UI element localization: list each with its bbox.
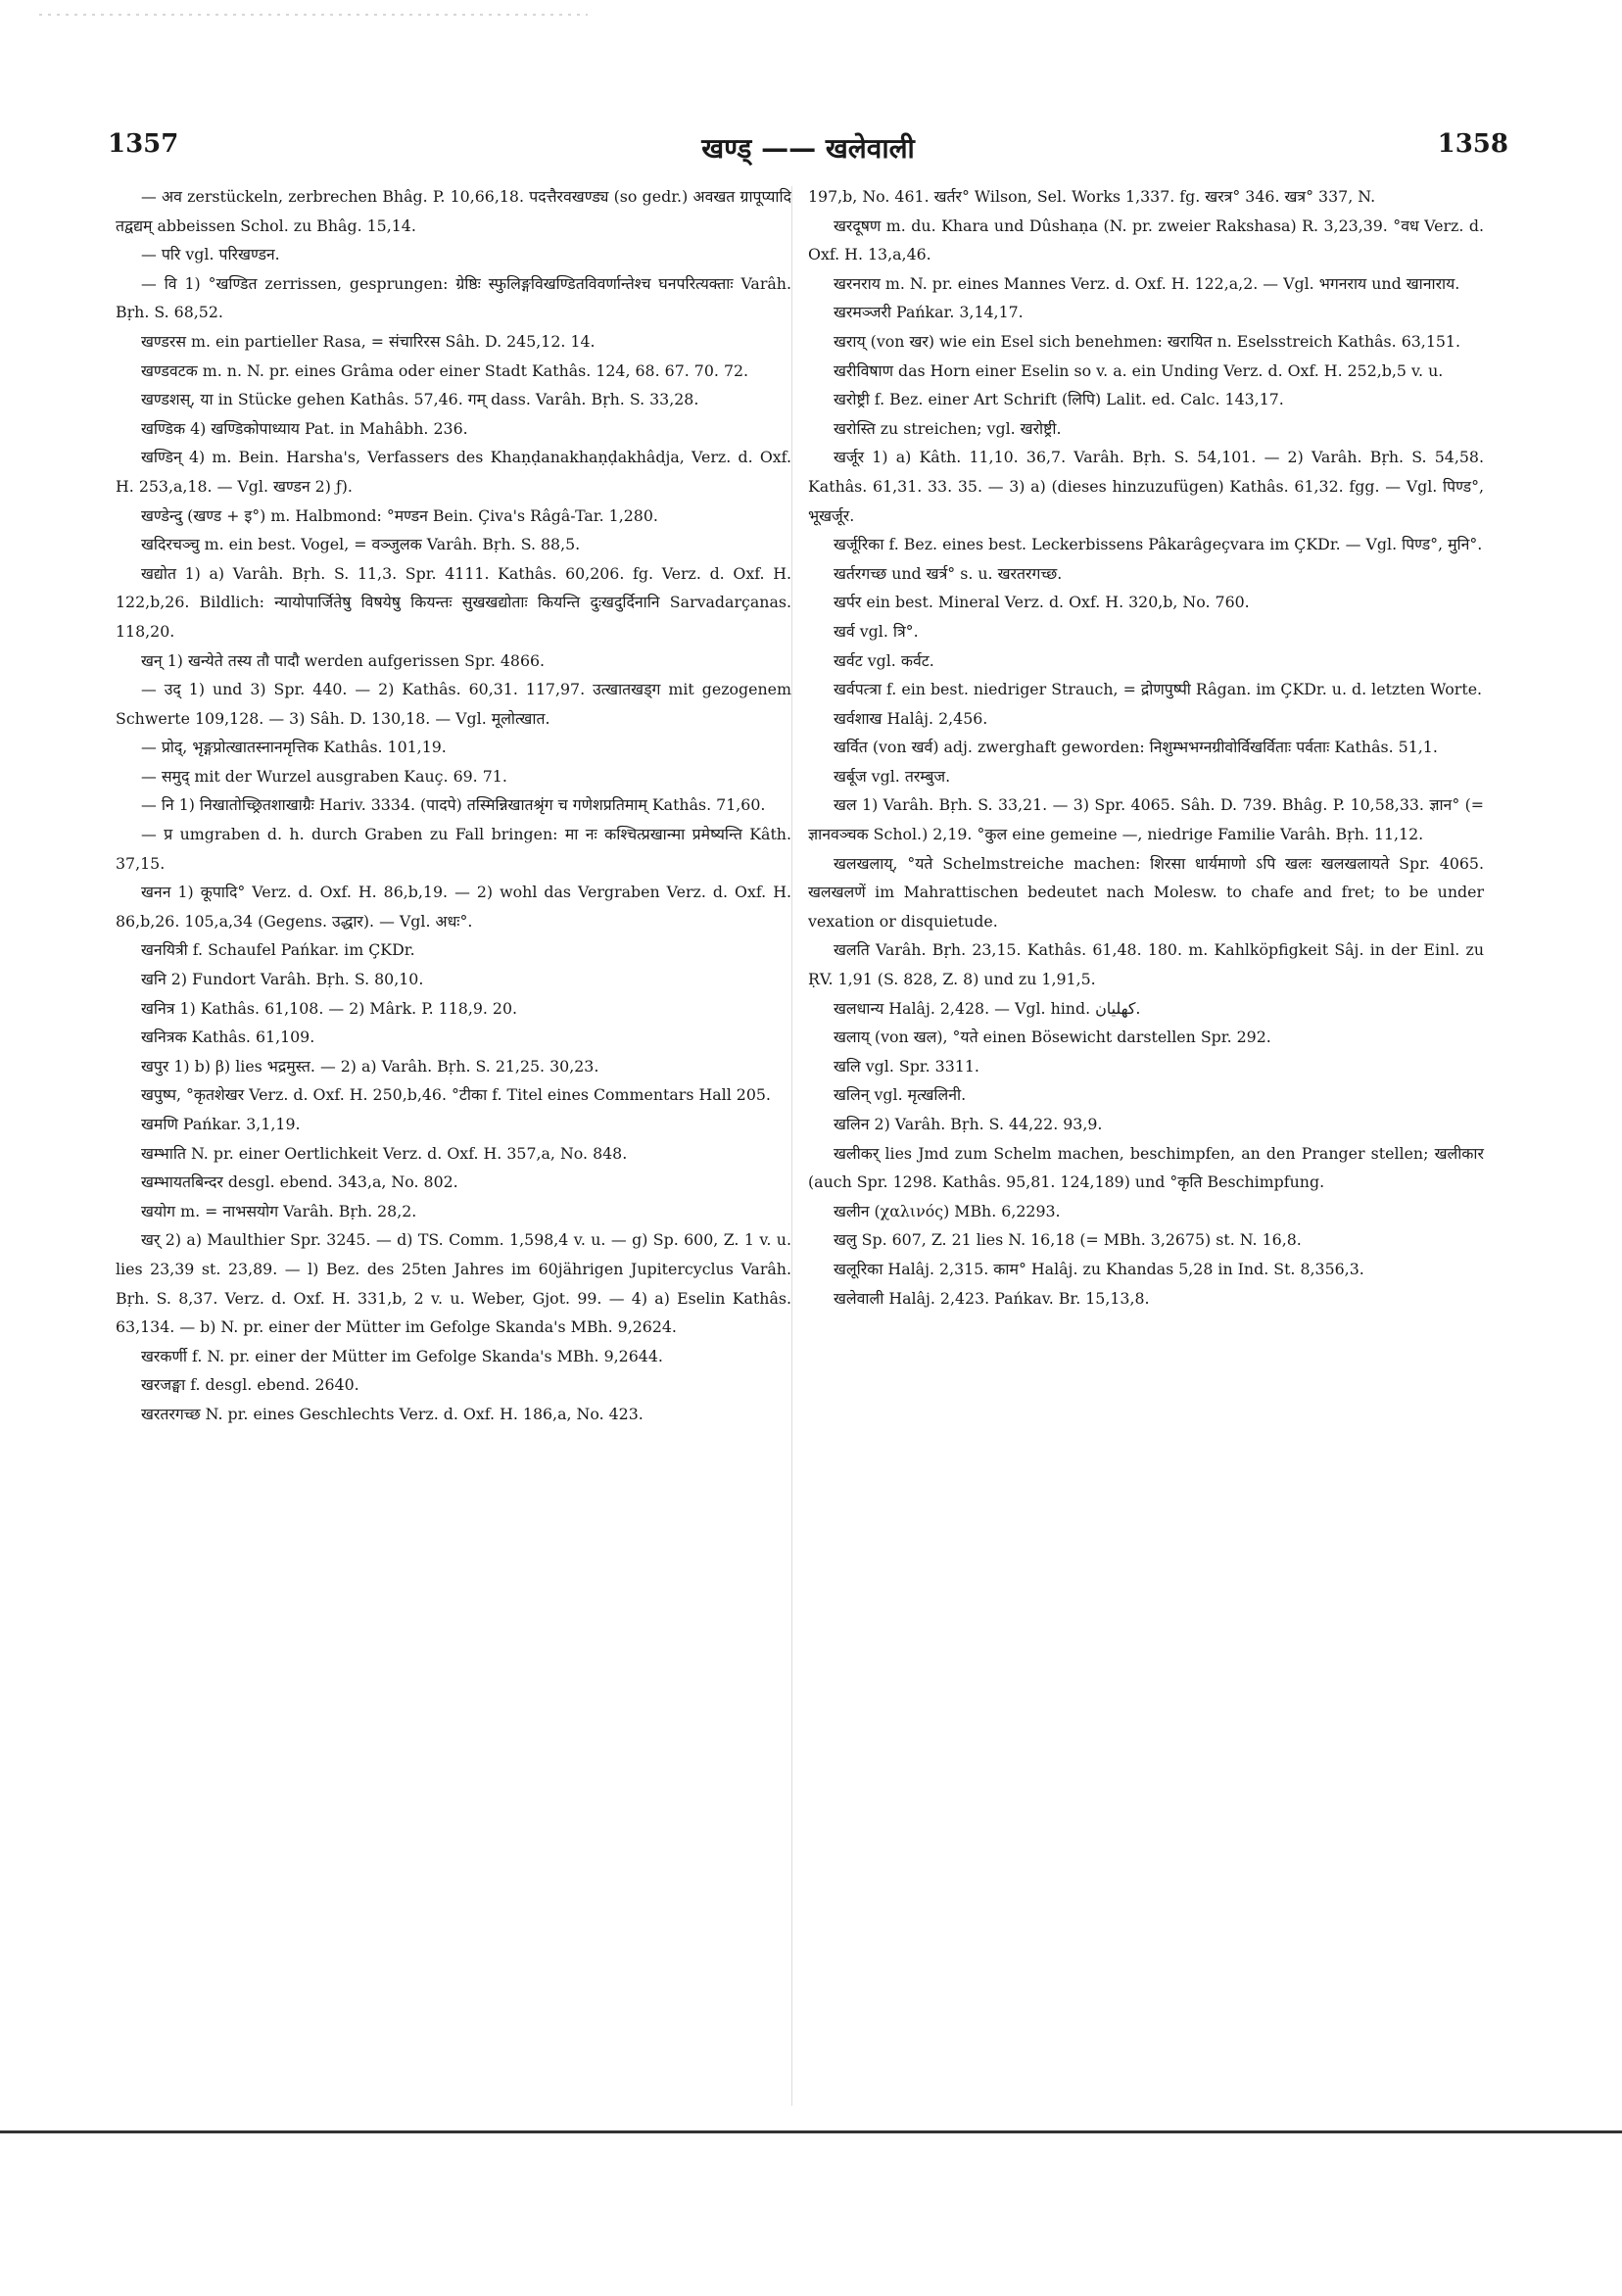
dictionary-entry: खण्डशस्, या in Stücke gehen Kathâs. 57,46. गम् dass. Varâh. Bṛh. S. 33,28. [141,390,699,409]
dictionary-entry: खण्डेन्दु (खण्ड + इ°) m. Halbmond: °मण्डन Bein. Çiva's Râgâ-Tar. 1,280. [141,505,658,525]
dictionary-entry: खयोग m. = नाभसयोग Varâh. Bṛh. 28,2. [141,1201,417,1220]
dictionary-entry: खण्डिन् 4) m. Bein. Harsha's, Verfassers des Khaṇḍanakhaṇḍakhâdja, Verz. d. Oxf. H. 253,a,18. — Vgl. खण्डन 2) ƒ). [116,448,791,496]
dictionary-entry: खर्व vgl. त्रि°. [834,621,919,641]
dictionary-entry: खनित्र 1) Kathâs. 61,108. — 2) Mârk. P. 118,9. 20. [141,998,518,1018]
dictionary-entry: खनन 1) कूपादि° Verz. d. Oxf. H. 86,b,19. — 2) wohl das Vergraben Verz. d. Oxf. H. 86,b,26. 105,a,34 (Gegens. उद्धार). — Vgl. अधः°. [116,883,791,931]
column-divider [791,186,792,2106]
dictionary-entry: खर् 2) a) Maulthier Spr. 3245. — d) TS. Comm. 1,598,4 v. u. — g) Sp. 600, Z. 1 v. u. lies 23,39 st. 23,89. — l) Bez. des 25ten Jahres im 60jährigen Jupitercyclus Varâh. Bṛh. S. 8,37. Verz. d. Oxf. H. 331,b, 2 v. u. Weber, Gjot. 99. — 4) a) Eselin Kathâs. 63,134. — b) N. pr. einer der Mütter im Gefolge Skanda's MBh. 9,2624. [116,1230,791,1337]
dictionary-entry: खलिन् vgl. मृत्खलिनी. [834,1085,967,1105]
dictionary-entry: खरनराय m. N. pr. eines Mannes Verz. d. Oxf. H. 122,a,2. — Vgl. भगनराय und खानाराय. [834,273,1460,293]
dictionary-entry: खलाय् (von खल), °यते einen Bösewicht darstellen Spr. 292. [834,1028,1271,1047]
dictionary-entry: — वि 1) °खण्डित zerrissen, gesprungen: ग्रेष्ठिः स्फुलिङ्गविखण्डितविवर्णान्तेश्च घनपरित्यक्ताः Varâh. Bṛh. S. 68,52. [116,273,791,322]
dictionary-entry: खद्योत 1) a) Varâh. Bṛh. S. 11,3. Spr. 4111. Kathâs. 60,206. fg. Verz. d. Oxf. H. 122,b,26. Bildlich: न्यायोपार्जितेषु विषयेषु कियन्तः सुखखद्योताः कियन्ति दुःखदुर्दिनानि Sarvadarçanas. 118,20. [116,563,791,641]
dictionary-entry: खरोष्ट्री f. Bez. einer Art Schrift (लिपि) Lalit. ed. Calc. 143,17. [834,390,1284,409]
dictionary-entry: खलेवाली Halâj. 2,423. Pańkav. Br. 15,13,8. [834,1288,1150,1308]
dictionary-entry: खदिरचञ्चु m. ein best. Vogel, = वञ्जुलक Varâh. Bṛh. S. 88,5. [141,535,581,554]
dictionary-entry: खनित्रक Kathâs. 61,109. [141,1028,315,1047]
dictionary-entry: खमणि Pańkar. 3,1,19. [141,1115,301,1133]
dictionary-entry: — उद् 1) und 3) Spr. 440. — 2) Kathâs. 60,31. 117,97. उत्खातखड्ग mit gezogenem Schwerte 109,128. — 3) Sâh. D. 130,18. — Vgl. मूलोत्खात. [116,680,791,728]
dictionary-entry: — समुद् mit der Wurzel ausgraben Kauç. 69. 71. [141,766,507,786]
dictionary-entry: खलखलाय्, °यते Schelmstreiche machen: शिरसा धार्यमाणो ऽपि खलः खलखलायते Spr. 4065. खलखलणें im Mahrattischen bedeutet nach Molesw. to chafe and fret; to be under vexation or disquietude. [808,853,1484,931]
dictionary-entry: खरजङ्घा f. desgl. ebend. 2640. [141,1375,359,1395]
dictionary-entry: खरोस्ति zu streichen; vgl. खरोष्ट्री. [834,418,1062,438]
dictionary-entry: खलिन 2) Varâh. Bṛh. S. 44,22. 93,9. [834,1115,1103,1133]
dictionary-entry: खम्भाति N. pr. einer Oertlichkeit Verz. d. Oxf. H. 357,a, No. 848. [141,1143,628,1163]
dictionary-entry: खर्बूज vgl. तरम्बुज. [834,766,951,786]
dictionary-entry: खलधान्य Halâj. 2,428. — Vgl. hind. کهلیان. [834,998,1141,1018]
dictionary-entry: — परि vgl. परिखण्डन. [141,245,280,264]
dictionary-entry: खण्डिक 4) खण्डिकोपाध्याय Pat. in Mahâbh. 236. [141,418,468,438]
dictionary-entry: खराय् (von खर) wie ein Esel sich benehmen: खरायित n. Eselsstreich Kathâs. 63,151. [834,331,1460,351]
dictionary-entry: खर्पर ein best. Mineral Verz. d. Oxf. H. 320,b, No. 760. [834,593,1250,612]
dictionary-entry: खर्वपत्त्रा f. ein best. niedriger Strauch, = द्रोणपुष्पी Râgan. im ÇKDr. u. d. letzten Worte. [834,680,1483,699]
dictionary-entry: खर्वशाख Halâj. 2,456. [834,708,988,728]
left-column [116,182,791,1429]
page-header [108,129,1508,168]
dictionary-entry: खनयित्री f. Schaufel Pańkar. im ÇKDr. [141,940,415,960]
dictionary-entry: खम्भायतबिन्दर desgl. ebend. 343,a, No. 802. [141,1172,458,1192]
dictionary-entry: खरदूषण m. du. Khara und Dûshaṇa (N. pr. zweier Rakshasa) R. 3,23,39. °वध Verz. d. Oxf. H. 13,a,46. [808,215,1484,264]
dictionary-entry: खल 1) Varâh. Bṛh. S. 33,21. — 3) Spr. 4065. Sâh. D. 739. Bhâg. P. 10,58,33. ज्ञान° (= ज्ञानवञ्चक Schol.) 2,19. °कुल eine gemeine —, niedrige Familie Varâh. Bṛh. 11,12. [808,795,1484,844]
dictionary-entry: खण्डरस m. ein partieller Rasa, = संचारिरस Sâh. D. 245,12. 14. [141,331,596,351]
dictionary-entry: खलीन (χαλινός) MBh. 6,2293. [834,1201,1061,1220]
dictionary-entry: खरीविषाण das Horn einer Eselin so v. a. ein Unding Verz. d. Oxf. H. 252,b,5 v. u. [834,360,1444,380]
dictionary-entry: 197,b, No. 461. खर्तर° Wilson, Sel. Works 1,337. fg. खरत्र° 346. खत्र° 337, N. [808,187,1376,206]
page-title: खण्ड् —— खलेवाली [701,132,915,165]
dictionary-entry: खलूरिका Halâj. 2,315. काम° Halâj. zu Khandas 5,28 in Ind. St. 8,356,3. [834,1259,1364,1278]
footer-rule [0,2130,1622,2133]
dictionary-entry: खपुष्प, °कृतशेखर Verz. d. Oxf. H. 250,b,46. °टीका f. Titel eines Commentars Hall 205. [141,1085,771,1105]
dictionary-entry: — प्र umgraben d. h. durch Graben zu Fall bringen: मा नः कश्चित्प्रखान्मा प्रमेष्यन्ति Kâth. 37,15. [116,825,791,873]
dictionary-entry: खलु Sp. 607, Z. 21 lies N. 16,18 (= MBh. 3,2675) st. N. 16,8. [834,1230,1302,1250]
dictionary-entry: खण्डवटक m. n. N. pr. eines Grâma oder einer Stadt Kathâs. 124, 68. 67. 70. 72. [141,360,749,380]
dictionary-entry: खर्वित (von खर्व) adj. zwerghaft geworden: निशुम्भभग्नग्रीवोर्विखर्विताः पर्वताः Kathâs. 51,1. [834,738,1438,757]
dictionary-entry: खर्जूर 1) a) Kâth. 11,10. 36,7. Varâh. Bṛh. S. 54,101. — 2) Varâh. Bṛh. S. 54,58. Kathâs. 61,31. 33. 35. — 3) a) (dieses hinzuzufügen) Kathâs. 61,32. fgg. — Vgl. पिण्ड°, भूखर्जूर. [808,448,1484,525]
dictionary-entry: खलि vgl. Spr. 3311. [834,1056,979,1076]
dictionary-entry: खरतरगच्छ N. pr. eines Geschlechts Verz. d. Oxf. H. 186,a, No. 423. [141,1404,644,1423]
dictionary-entry: खलीकर् lies Jmd zum Schelm machen, beschimpfen, an den Pranger stellen; खलीकार (auch Spr. 1298. Kathâs. 95,81. 124,189) und °कृति Beschimpfung. [808,1143,1484,1192]
dictionary-entry: — प्रोद्, भृङ्गप्रोत्खातस्नानमृत्तिक Kathâs. 101,19. [141,738,447,757]
dictionary-entry: — नि 1) निखातोच्छ्रितशाखाग्रैः Hariv. 3334. (पादपे) तस्मिन्निखातश्रृंग च गणेशप्रतिमाम् Kathâs. 71,60. [141,795,766,815]
dictionary-entry: खपुर 1) b) β) lies भद्रमुस्त. — 2) a) Varâh. Bṛh. S. 21,25. 30,23. [141,1056,599,1076]
left-page-number: 1357 [108,129,179,159]
dictionary-entry: — अव zerstückeln, zerbrechen Bhâg. P. 10,66,18. पदत्तैरवखण्ड्य (so gedr.) अवखत ग्रापूप्यादि तद्वद्यम् abbeissen Schol. zu Bhâg. 15,14. [116,187,791,235]
dictionary-entry: खर्वट vgl. कर्वट. [834,650,934,670]
dictionary-entry: खरमञ्जरी Pańkar. 3,14,17. [834,303,1024,322]
dictionary-entry: खलति Varâh. Bṛh. 23,15. Kathâs. 61,48. 180. m. Kahlköpfigkeit Sâj. in der Einl. zu ṚV. 1,91 (S. 828, Z. 8) und zu 1,91,5. [808,940,1484,989]
right-column [808,182,1484,1313]
dictionary-entry: खन् 1) खन्येते तस्य तौ पादौ werden aufgerissen Spr. 4866. [141,650,546,670]
dictionary-entry: खरकर्णी f. N. pr. einer der Mütter im Gefolge Skanda's MBh. 9,2644. [141,1346,663,1365]
dictionary-entry: खनि 2) Fundort Varâh. Bṛh. S. 80,10. [141,970,424,989]
right-page-number: 1358 [1437,129,1508,159]
dictionary-entry: खर्जूरिका f. Bez. eines best. Leckerbissens Pâkarâgeçvara im ÇKDr. — Vgl. पिण्ड°, मुनि°. [834,535,1483,554]
scan-noise [39,14,588,16]
dictionary-entry: खर्तरगच्छ und खर्त्र° s. u. खरतरगच्छ. [834,563,1063,583]
